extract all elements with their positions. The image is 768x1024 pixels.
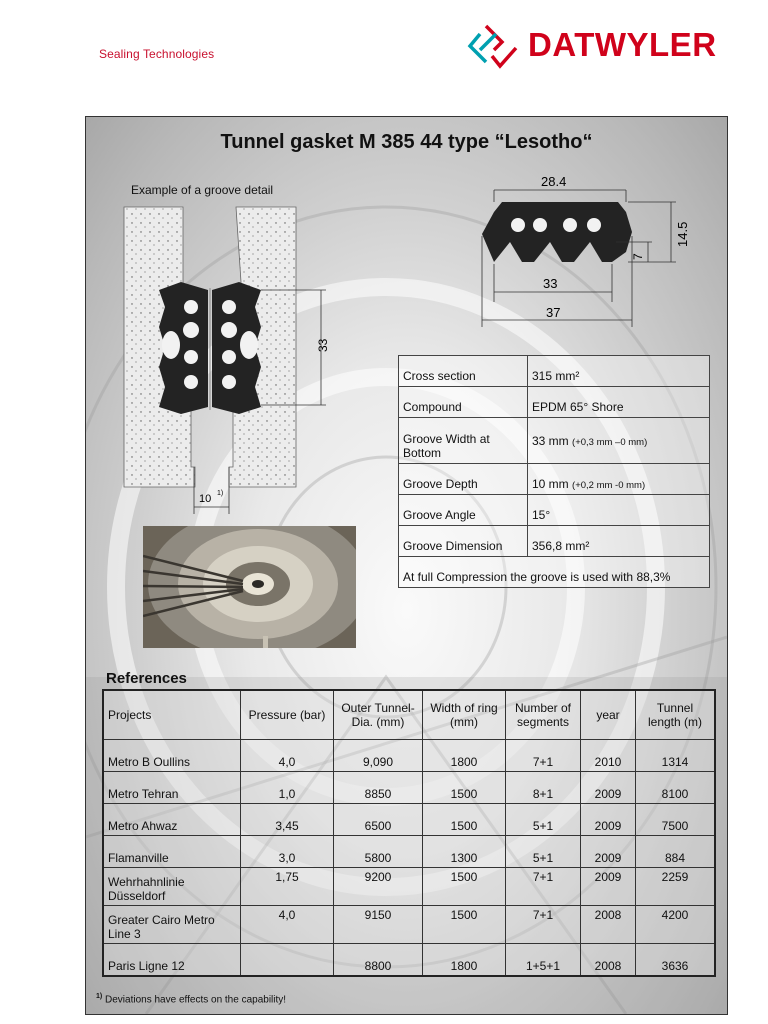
column-header: Outer Tunnel-Dia. (mm)	[334, 690, 423, 740]
year-cell: 2009	[581, 836, 636, 868]
column-header: Width of ring (mm)	[423, 690, 506, 740]
diameter-cell: 9200	[334, 868, 423, 906]
spec-label: Groove Width at Bottom	[399, 418, 528, 464]
brand-logo-text: DATWYLER	[528, 26, 717, 63]
datasheet-frame	[85, 116, 728, 1015]
spec-label: Groove Depth	[399, 464, 528, 495]
spec-tolerance: (+0,2 mm -0 mm)	[572, 480, 646, 491]
spec-value: 15°	[528, 495, 710, 526]
spec-tolerance: (+0,3 mm –0 mm)	[572, 436, 648, 448]
ring-width-cell: 1800	[423, 944, 506, 977]
project-cell: Wehrhahnlinie Düsseldorf	[103, 868, 241, 906]
profile-leg-height: 7	[631, 253, 645, 260]
table-row	[103, 944, 715, 977]
groove-caption: Example of a groove detail	[131, 183, 274, 197]
ring-width-cell: 1800	[423, 740, 506, 772]
table-row	[103, 906, 715, 944]
spec-row	[399, 418, 710, 464]
segments-cell: 7+1	[506, 740, 581, 772]
length-cell: 4200	[636, 906, 716, 944]
length-cell: 884	[636, 836, 716, 868]
segments-cell: 1+5+1	[506, 944, 581, 977]
ring-width-cell: 1500	[423, 868, 506, 906]
length-cell: 3636	[636, 944, 716, 977]
spec-label: Cross section	[399, 356, 528, 387]
company-tagline: Sealing Technologies	[99, 47, 215, 61]
column-header: Projects	[103, 690, 241, 740]
ring-width-cell: 1500	[423, 772, 506, 804]
spec-value: 315 mm²	[528, 356, 710, 387]
diameter-cell: 8850	[334, 772, 423, 804]
spec-row	[399, 526, 710, 557]
segments-cell: 7+1	[506, 868, 581, 906]
references-header-row	[103, 690, 715, 740]
diameter-cell: 8800	[334, 944, 423, 977]
length-cell: 1314	[636, 740, 716, 772]
length-cell: 7500	[636, 804, 716, 836]
table-row	[103, 772, 715, 804]
year-cell: 2010	[581, 740, 636, 772]
pressure-cell	[241, 944, 334, 977]
table-row	[103, 804, 715, 836]
spec-row	[399, 464, 710, 495]
pressure-cell: 1,0	[241, 772, 334, 804]
table-row	[103, 740, 715, 772]
spec-value: 10 mm (+0,2 mm -0 mm)	[528, 464, 710, 495]
spec-value: 356,8 mm²	[528, 526, 710, 557]
diameter-cell: 9150	[334, 906, 423, 944]
tunnel-photo	[143, 526, 356, 648]
year-cell: 2008	[581, 944, 636, 977]
spec-value: 33 mm (+0,3 mm –0 mm)	[528, 418, 710, 464]
segments-cell: 7+1	[506, 906, 581, 944]
diameter-cell: 6500	[334, 804, 423, 836]
diameter-cell: 5800	[334, 836, 423, 868]
spec-table	[398, 355, 710, 588]
pressure-cell: 4,0	[241, 740, 334, 772]
ring-width-cell: 1300	[423, 836, 506, 868]
length-cell: 2259	[636, 868, 716, 906]
year-cell: 2009	[581, 772, 636, 804]
profile-outer-width: 37	[546, 305, 561, 320]
project-cell: Greater Cairo Metro Line 3	[103, 906, 241, 944]
spec-label: Groove Angle	[399, 495, 528, 526]
project-cell: Metro Ahwaz	[103, 804, 241, 836]
column-header: Number of segments	[506, 690, 581, 740]
year-cell: 2009	[581, 804, 636, 836]
column-header: Pressure (bar)	[241, 690, 334, 740]
footnote	[96, 993, 286, 1005]
spec-row	[399, 387, 710, 418]
groove-width-label: 10	[199, 493, 212, 505]
ring-width-cell: 1500	[423, 906, 506, 944]
footnote-marker: 1)	[96, 993, 103, 1000]
segments-cell: 5+1	[506, 836, 581, 868]
table-row	[103, 868, 715, 906]
year-cell: 2009	[581, 868, 636, 906]
diameter-cell: 9,090	[334, 740, 423, 772]
spec-label: Groove Dimension	[399, 526, 528, 557]
segments-cell: 5+1	[506, 804, 581, 836]
column-header: Tunnel length (m)	[636, 690, 716, 740]
project-cell: Metro Tehran	[103, 772, 241, 804]
references-title: References	[106, 670, 187, 687]
pressure-cell: 3,45	[241, 804, 334, 836]
year-cell: 2008	[581, 906, 636, 944]
project-cell: Metro B Oullins	[103, 740, 241, 772]
spec-footer: At full Compression the groove is used with 88,3%	[399, 557, 710, 588]
project-cell: Paris Ligne 12	[103, 944, 241, 977]
profile-inner-width: 33	[543, 276, 558, 291]
profile-total-height: 14.5	[675, 221, 690, 247]
length-cell: 8100	[636, 772, 716, 804]
pressure-cell: 3,0	[241, 836, 334, 868]
footnote-text: Deviations have effects on the capability!	[105, 994, 287, 1006]
gasket-profile-drawing	[466, 172, 706, 342]
groove-height-label: 33	[316, 338, 330, 352]
column-header: year	[581, 690, 636, 740]
groove-width-note: 1)	[217, 490, 224, 497]
datwyler-logo-icon	[466, 22, 522, 70]
spec-row	[399, 495, 710, 526]
project-cell: Flamanville	[103, 836, 241, 868]
profile-top-width: 28.4	[541, 174, 567, 189]
references-table	[102, 689, 716, 977]
pressure-cell: 1,75	[241, 868, 334, 906]
page-title: Tunnel gasket M 385 44 type “Lesotho“	[220, 131, 593, 153]
table-row	[103, 836, 715, 868]
spec-value: EPDM 65° Shore	[528, 387, 710, 418]
ring-width-cell: 1500	[423, 804, 506, 836]
segments-cell: 8+1	[506, 772, 581, 804]
spec-row	[399, 356, 710, 387]
pressure-cell: 4,0	[241, 906, 334, 944]
spec-footer-row	[399, 557, 710, 588]
spec-label: Compound	[399, 387, 528, 418]
groove-detail-drawing	[121, 202, 381, 522]
